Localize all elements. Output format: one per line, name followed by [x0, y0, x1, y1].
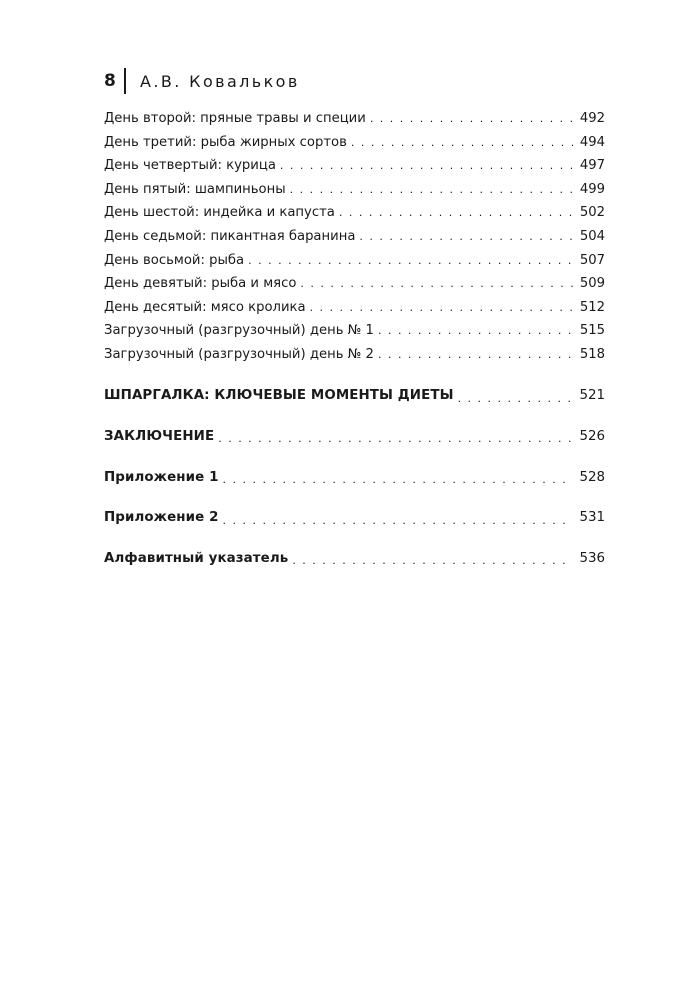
dot-leader	[310, 301, 573, 314]
toc-entry	[104, 182, 605, 206]
dot-leader	[351, 136, 573, 149]
dot-leader	[378, 324, 573, 337]
toc-entry-title: Загрузочный (разгрузочный) день № 2	[104, 346, 374, 362]
toc-entry-page: 509	[579, 276, 605, 292]
toc-entry-title: День девятый: рыба и мясо	[104, 276, 297, 292]
running-header	[104, 66, 300, 96]
page-number: 8	[104, 71, 116, 91]
toc-section	[104, 538, 605, 579]
toc-section-title: Приложение 1	[104, 469, 219, 485]
toc-section-title: Алфавитный указатель	[104, 550, 289, 566]
toc-entry-title: День четвертый: курица	[104, 158, 276, 174]
toc-entry-page: 512	[579, 299, 605, 315]
toc-entry	[104, 253, 605, 277]
toc-entry-page: 494	[579, 134, 605, 150]
header-divider	[124, 68, 126, 94]
toc-entry	[104, 158, 605, 182]
dot-leader	[300, 277, 573, 290]
toc-entry-page: 504	[579, 228, 605, 244]
dot-leader	[218, 432, 573, 445]
dot-leader	[370, 112, 573, 125]
toc-entry-page: 497	[579, 158, 605, 174]
toc-section	[104, 376, 605, 417]
toc-entry	[104, 276, 605, 300]
toc-entry	[104, 205, 605, 229]
toc-section-title: ШПАРГАЛКА: КЛЮЧЕВЫЕ МОМЕНТЫ ДИЕТЫ	[104, 388, 454, 404]
dot-leader	[290, 183, 573, 196]
dot-leader	[222, 473, 573, 486]
toc-section	[104, 497, 605, 538]
toc-entry	[104, 135, 605, 159]
dot-leader	[248, 254, 573, 267]
toc-entry-page: 507	[579, 252, 605, 268]
toc-section-page: 528	[579, 469, 605, 485]
toc-section-page: 526	[579, 428, 605, 444]
toc-entry-page: 518	[579, 346, 605, 362]
dot-leader	[280, 159, 573, 172]
toc-entry-page: 492	[579, 111, 605, 126]
dot-leader	[339, 206, 573, 219]
toc-section	[104, 416, 605, 457]
toc-entry-title: День десятый: мясо кролика	[104, 299, 306, 315]
dot-leader	[359, 230, 573, 243]
toc-entry-title: День седьмой: пикантная баранина	[104, 228, 356, 244]
toc-entry-title: Загрузочный (разгрузочный) день № 1	[104, 323, 374, 339]
toc-section-title: Приложение 2	[104, 510, 219, 526]
dot-leader	[378, 348, 573, 361]
toc-section-page: 521	[579, 388, 605, 404]
dot-leader	[222, 514, 573, 527]
toc-section-page: 536	[579, 550, 605, 566]
toc-entry	[104, 229, 605, 253]
toc-entry-page: 502	[579, 205, 605, 221]
toc-section-page: 531	[579, 510, 605, 526]
toc-section	[104, 457, 605, 498]
toc-entry-title: День второй: пряные травы и специи	[104, 111, 366, 126]
toc-entry	[104, 323, 605, 347]
toc-entry-title: День восьмой: рыба	[104, 252, 245, 268]
toc-entry-title: День третий: рыба жирных сортов	[104, 134, 347, 150]
author-name: А.В. Ковальков	[140, 71, 300, 91]
dot-leader	[292, 554, 573, 567]
toc-entry-page: 499	[579, 181, 605, 197]
toc-entry-page: 515	[579, 323, 605, 339]
toc-entry	[104, 111, 605, 135]
dot-leader	[458, 392, 573, 405]
toc-section-title: ЗАКЛЮЧЕНИЕ	[104, 428, 215, 444]
table-of-contents	[104, 111, 605, 579]
toc-entry	[104, 300, 605, 324]
toc-entry	[104, 347, 605, 371]
toc-entry-title: День пятый: шампиньоны	[104, 181, 286, 197]
toc-entry-title: День шестой: индейка и капуста	[104, 205, 335, 221]
